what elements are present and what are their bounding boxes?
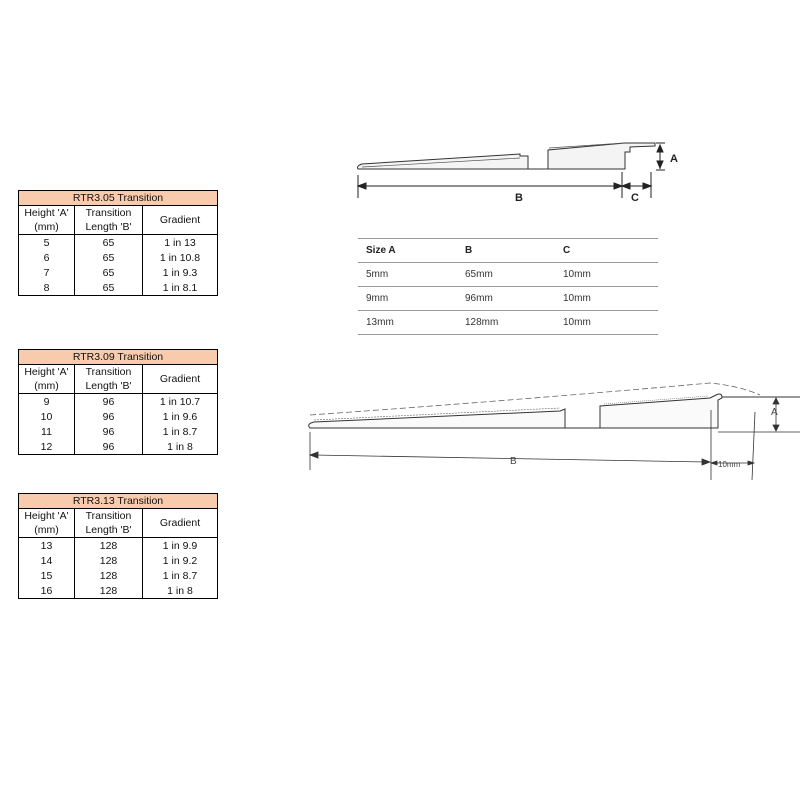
size-header: C <box>563 245 571 256</box>
header-gradient: Gradient <box>143 509 218 538</box>
cell: 96 <box>75 409 143 424</box>
size-header: Size A <box>366 245 396 256</box>
cell: 1 in 9.9 <box>143 538 218 554</box>
header-length: Transition Length 'B' <box>75 206 143 235</box>
cell: 9 <box>19 394 75 410</box>
table-title: RTR3.13 Transition <box>19 494 218 509</box>
cell: 1 in 9.3 <box>143 265 218 280</box>
cell: 1 in 10.7 <box>143 394 218 410</box>
cell: 128 <box>75 553 143 568</box>
table-title: RTR3.09 Transition <box>19 350 218 365</box>
header-height: Height 'A' (mm) <box>19 509 75 538</box>
cell: 5 <box>19 235 75 251</box>
label-c-bottom: 10mm <box>718 460 741 469</box>
cell: 96mm <box>465 293 493 304</box>
cell: 128mm <box>465 317 499 328</box>
cell: 128 <box>75 538 143 554</box>
cell: 10mm <box>563 317 591 328</box>
cell: 65mm <box>465 269 493 280</box>
cell: 10mm <box>563 293 591 304</box>
header-height: Height 'A' (mm) <box>19 206 75 235</box>
cell: 7 <box>19 265 75 280</box>
size-table <box>358 238 658 335</box>
cell: 1 in 13 <box>143 235 218 251</box>
cell: 9mm <box>366 293 389 304</box>
label-c-top: C <box>631 192 639 204</box>
ramp-profile-bottom <box>309 394 722 428</box>
table-title: RTR3.05 Transition <box>19 191 218 206</box>
header-length: Transition Length 'B' <box>75 365 143 394</box>
size-row <box>358 263 658 287</box>
cell: 11 <box>19 424 75 439</box>
cell: 14 <box>19 553 75 568</box>
size-header-row <box>358 239 658 263</box>
cell: 65 <box>75 235 143 251</box>
ramp-profile-top <box>358 143 656 169</box>
cell: 12 <box>19 439 75 455</box>
label-a-bottom: A <box>771 407 778 418</box>
cell: 1 in 10.8 <box>143 250 218 265</box>
cell: 8 <box>19 280 75 296</box>
size-row <box>358 287 658 311</box>
label-b-bottom: B <box>510 456 517 467</box>
label-b-top: B <box>515 192 523 204</box>
cell: 128 <box>75 583 143 599</box>
cell: 1 in 8.7 <box>143 568 218 583</box>
cell: 65 <box>75 250 143 265</box>
cell: 5mm <box>366 269 389 280</box>
cell: 13 <box>19 538 75 554</box>
header-height: Height 'A' (mm) <box>19 365 75 394</box>
cell: 65 <box>75 280 143 296</box>
label-a-top: A <box>670 153 678 165</box>
size-header: B <box>465 245 473 256</box>
cell: 10 <box>19 409 75 424</box>
header-gradient: Gradient <box>143 365 218 394</box>
cell: 1 in 8.1 <box>143 280 218 296</box>
cell: 96 <box>75 394 143 410</box>
cell: 10mm <box>563 269 591 280</box>
cell: 96 <box>75 439 143 455</box>
size-row <box>358 311 658 335</box>
header-gradient: Gradient <box>143 206 218 235</box>
cell: 1 in 8 <box>143 583 218 599</box>
cell: 16 <box>19 583 75 599</box>
header-length: Transition Length 'B' <box>75 509 143 538</box>
cell: 13mm <box>366 317 394 328</box>
cell: 6 <box>19 250 75 265</box>
cell: 1 in 9.2 <box>143 553 218 568</box>
cell: 65 <box>75 265 143 280</box>
cell: 1 in 9.6 <box>143 409 218 424</box>
cell: 15 <box>19 568 75 583</box>
cell: 1 in 8.7 <box>143 424 218 439</box>
cell: 96 <box>75 424 143 439</box>
cell: 128 <box>75 568 143 583</box>
cell: 1 in 8 <box>143 439 218 455</box>
